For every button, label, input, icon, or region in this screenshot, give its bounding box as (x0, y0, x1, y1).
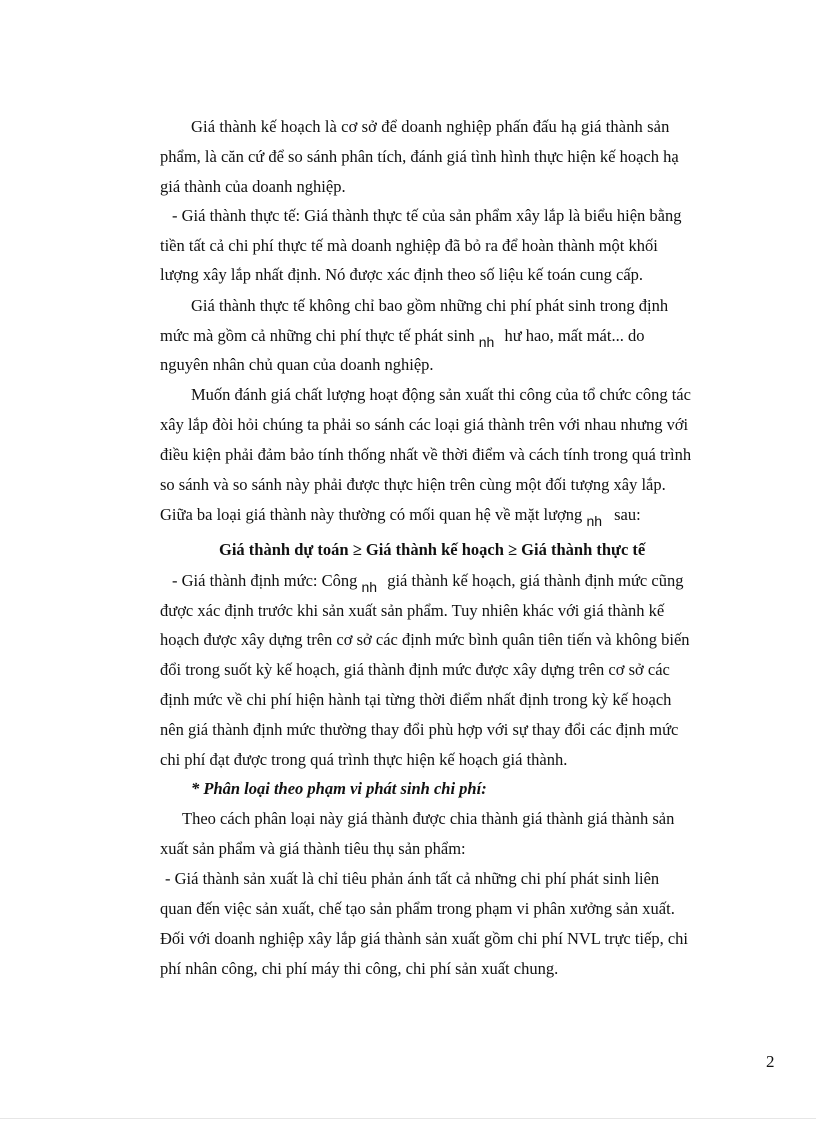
section-heading: * Phân loại theo phạm vi phát sinh chi phí: (191, 779, 487, 798)
paragraph-line: định mức về chi phí hiện hành tại từng thời điểm nhất định trong kỳ kế hoạch (160, 690, 672, 709)
paragraph-line: Đối với doanh nghiệp xây lắp giá thành sản xuất gồm chi phí NVL trực tiếp, chi (160, 929, 688, 948)
paragraph-line: Giá thành kế hoạch là cơ sở để doanh nghiệp phấn đấu hạ giá thành sản (191, 117, 670, 136)
paragraph-line (172, 571, 684, 595)
paragraph-line: được xác định trước khi sản xuất sản phẩm. Tuy nhiên khác với giá thành kế (160, 601, 665, 620)
paragraph-line (160, 326, 645, 350)
line-text: giá thành kế hoạch, giá thành định mức cũng (387, 571, 684, 590)
paragraph-line: nguyên nhân chủ quan của doanh nghiệp. (160, 355, 434, 374)
line-text: - Giá thành định mức: Công (172, 571, 358, 590)
page-bottom-edge (0, 1118, 816, 1119)
paragraph-line: phí nhân công, chi phí máy thi công, chi phí sản xuất chung. (160, 959, 559, 978)
paragraph-line: Theo cách phân loại này giá thành được chia thành giá thành giá thành sản (182, 809, 675, 828)
paragraph-line: - Giá thành thực tế: Giá thành thực tế của sản phẩm xây lắp là biểu hiện bằng (172, 206, 682, 225)
stray-fragment: nh (586, 513, 603, 529)
paragraph-line: Muốn đánh giá chất lượng hoạt động sản xuất thi công của tổ chức công tác (191, 385, 691, 404)
paragraph-line: đổi trong suốt kỳ kế hoạch, giá thành định mức được xây dựng trên cơ sở các (160, 660, 670, 679)
paragraph-line: điều kiện phải đảm bảo tính thống nhất về thời điểm và cách tính trong quá trình (160, 445, 692, 464)
paragraph-line: quan đến việc sản xuất, chế tạo sản phẩm trong phạm vi phân xưởng sản xuất. (160, 899, 675, 918)
paragraph-line: xây lắp đòi hỏi chúng ta phải so sánh các loại giá thành trên với nhau nhưng với (160, 415, 689, 434)
paragraph-line: chi phí đạt được trong quá trình thực hiện kế hoạch giá thành. (160, 750, 568, 769)
paragraph-line: nên giá thành định mức thường thay đổi phù hợp với sự thay đổi các định mức (160, 720, 679, 739)
line-text: Giữa ba loại giá thành này thường có mối quan hệ về mặt lượng (160, 505, 583, 524)
line-text: mức mà gồm cả những chi phí thực tế phát sinh (160, 326, 475, 345)
paragraph-line: Giá thành thực tế không chỉ bao gồm những chi phí phát sinh trong định (191, 296, 669, 315)
paragraph-line (160, 505, 641, 529)
paragraph-line: lượng xây lắp nhất định. Nó được xác định theo số liệu kế toán cung cấp. (160, 265, 644, 284)
paragraph-line: hoạch được xây dựng trên cơ sở các định mức bình quân tiên tiến và không biến (160, 630, 690, 649)
paragraph-line: so sánh và so sánh này phải được thực hiện trên cùng một đối tượng xây lắp. (160, 475, 666, 494)
formula-heading: Giá thành dự toán ≥ Giá thành kế hoạch ≥ Giá thành thực tế (219, 540, 646, 559)
paragraph-line: - Giá thành sản xuất là chỉ tiêu phản ánh tất cả những chi phí phát sinh liên (165, 869, 660, 888)
stray-fragment: nh (361, 579, 378, 595)
stray-fragment: nh (478, 334, 495, 350)
line-text: hư hao, mất mát... do (504, 326, 645, 345)
paragraph-line: phẩm, là căn cứ để so sánh phân tích, đánh giá tình hình thực hiện kế hoạch hạ (160, 147, 679, 166)
line-text: sau: (614, 505, 641, 524)
paragraph-line: giá thành của doanh nghiệp. (160, 177, 346, 196)
page-number: 2 (766, 1052, 775, 1071)
paragraph-line: xuất sản phẩm và giá thành tiêu thụ sản phẩm: (160, 839, 466, 858)
paragraph-line: tiền tất cả chi phí thực tế mà doanh nghiệp đã bỏ ra để hoàn thành một khối (160, 236, 658, 255)
